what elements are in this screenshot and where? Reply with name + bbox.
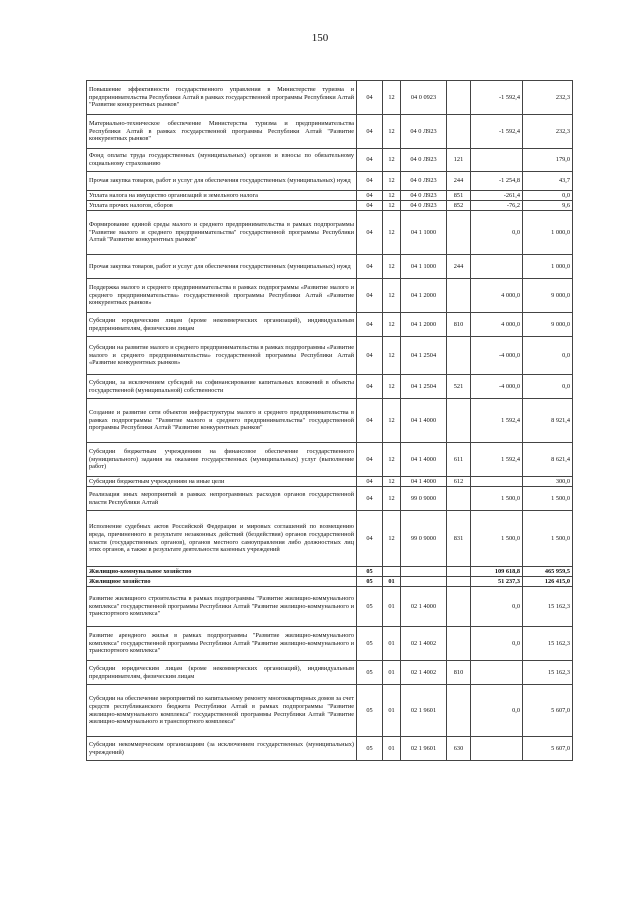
table-row xyxy=(87,255,573,279)
total-amount: 15 162,3 xyxy=(523,587,573,627)
row-name: Субсидии, за исключением субсидий на софинансирование капитальных вложений в объекты государственной (муниципальной) собственности xyxy=(87,375,357,399)
change-amount: 0,0 xyxy=(471,211,523,255)
table-row xyxy=(87,443,573,477)
section-code: 04 xyxy=(357,487,383,511)
section-code: 05 xyxy=(357,685,383,737)
change-amount: -1 592,4 xyxy=(471,81,523,115)
expense-type-code: 831 xyxy=(447,511,471,567)
total-amount: 5 607,0 xyxy=(523,737,573,761)
expense-type-code xyxy=(447,211,471,255)
total-amount: 15 162,3 xyxy=(523,661,573,685)
change-amount: 1 592,4 xyxy=(471,399,523,443)
change-amount xyxy=(471,477,523,487)
change-amount xyxy=(471,661,523,685)
subsection-code: 12 xyxy=(383,81,401,115)
subsection-code: 12 xyxy=(383,511,401,567)
target-article-code xyxy=(401,577,447,587)
section-code: 04 xyxy=(357,81,383,115)
row-name: Жилищное хозяйство xyxy=(87,577,357,587)
table-row xyxy=(87,577,573,587)
change-amount xyxy=(471,255,523,279)
target-article-code: 02 1 4002 xyxy=(401,627,447,661)
target-article-code: 04 1 4000 xyxy=(401,477,447,487)
subsection-code: 12 xyxy=(383,201,401,211)
total-amount: 5 607,0 xyxy=(523,685,573,737)
table-row xyxy=(87,627,573,661)
table-row xyxy=(87,191,573,201)
section-code: 04 xyxy=(357,172,383,191)
expense-type-code xyxy=(447,399,471,443)
table-row xyxy=(87,201,573,211)
row-name: Уплата налога на имущество организаций и земельного налога xyxy=(87,191,357,201)
table-row xyxy=(87,172,573,191)
table-row xyxy=(87,477,573,487)
target-article-code: 02 1 4002 xyxy=(401,661,447,685)
table-row xyxy=(87,375,573,399)
subsection-code: 01 xyxy=(383,627,401,661)
target-article-code: 04 0 0923 xyxy=(401,81,447,115)
target-article-code: 04 1 4000 xyxy=(401,399,447,443)
section-code: 04 xyxy=(357,211,383,255)
expense-type-code: 851 xyxy=(447,191,471,201)
section-code: 05 xyxy=(357,567,383,577)
target-article-code: 02 1 4000 xyxy=(401,587,447,627)
total-amount: 232,3 xyxy=(523,81,573,115)
total-amount: 1 500,0 xyxy=(523,487,573,511)
total-amount: 43,7 xyxy=(523,172,573,191)
change-amount: 51 237,3 xyxy=(471,577,523,587)
table-row xyxy=(87,337,573,375)
budget-table xyxy=(86,80,573,761)
subsection-code: 12 xyxy=(383,487,401,511)
target-article-code xyxy=(401,567,447,577)
total-amount: 9 000,0 xyxy=(523,313,573,337)
section-code: 04 xyxy=(357,337,383,375)
row-name: Субсидии юридическим лицам (кроме некоммерческих организаций), индивидуальным предпринимателям, физическим лицам xyxy=(87,313,357,337)
section-code: 04 xyxy=(357,477,383,487)
row-name: Развитие арендного жилья в рамках подпрограммы "Развитие жилищно-коммунального комплекса" государственной программы Республики Алтай "Развитие жилищно-коммунального и транспортного комплекса" xyxy=(87,627,357,661)
target-article-code: 04 0 Л923 xyxy=(401,115,447,149)
expense-type-code xyxy=(447,587,471,627)
table-row xyxy=(87,115,573,149)
row-name: Формирование единой среды малого и среднего предпринимательства в рамках подпрограммы "Развитие малого и среднего предпринимательства" государственной программы Республики Алтай "Развитие конкурентных рынков" xyxy=(87,211,357,255)
total-amount: 300,0 xyxy=(523,477,573,487)
target-article-code: 04 1 2504 xyxy=(401,375,447,399)
row-name: Субсидии бюджетным учреждениям на иные цели xyxy=(87,477,357,487)
subsection-code: 12 xyxy=(383,279,401,313)
expense-type-code xyxy=(447,337,471,375)
expense-type-code: 810 xyxy=(447,661,471,685)
total-amount: 15 162,3 xyxy=(523,627,573,661)
change-amount: 4 000,0 xyxy=(471,313,523,337)
total-amount: 126 415,0 xyxy=(523,577,573,587)
table-row xyxy=(87,511,573,567)
subsection-code: 12 xyxy=(383,172,401,191)
target-article-code: 04 0 Л923 xyxy=(401,172,447,191)
subsection-code: 12 xyxy=(383,443,401,477)
change-amount: 1 592,4 xyxy=(471,443,523,477)
section-code: 05 xyxy=(357,627,383,661)
row-name: Поддержка малого и среднего предпринимательства в рамках подпрограммы «Развитие малого и среднего предпринимательства» государственной программы Республики Алтай «Развитие конкурентных рынков» xyxy=(87,279,357,313)
target-article-code: 04 1 1000 xyxy=(401,211,447,255)
target-article-code: 04 0 Л923 xyxy=(401,191,447,201)
row-name: Повышение эффективности государственного управления в Министерстве туризма и предпринимательства Республики Алтай в рамках государственной программы Республики Алтай "Развитие конкурентных рынков" xyxy=(87,81,357,115)
target-article-code: 04 0 Л923 xyxy=(401,201,447,211)
row-name: Прочая закупка товаров, работ и услуг для обеспечения государственных (муниципальных) нужд xyxy=(87,255,357,279)
table-row xyxy=(87,661,573,685)
expense-type-code: 121 xyxy=(447,149,471,172)
subsection-code: 12 xyxy=(383,255,401,279)
change-amount: 0,0 xyxy=(471,587,523,627)
row-name: Уплата прочих налогов, сборов xyxy=(87,201,357,211)
expense-type-code xyxy=(447,115,471,149)
table-row xyxy=(87,81,573,115)
total-amount: 1 000,0 xyxy=(523,211,573,255)
subsection-code: 12 xyxy=(383,149,401,172)
total-amount: 465 959,5 xyxy=(523,567,573,577)
total-amount: 8 921,4 xyxy=(523,399,573,443)
total-amount: 0,0 xyxy=(523,337,573,375)
change-amount: -4 000,0 xyxy=(471,375,523,399)
expense-type-code: 612 xyxy=(447,477,471,487)
target-article-code: 04 1 2000 xyxy=(401,313,447,337)
section-code: 04 xyxy=(357,443,383,477)
table-row xyxy=(87,685,573,737)
subsection-code: 12 xyxy=(383,375,401,399)
subsection-code: 01 xyxy=(383,737,401,761)
subsection-code: 12 xyxy=(383,191,401,201)
row-name: Субсидии на обеспечение мероприятий по капитальному ремонту многоквартирных домов за счет средств республиканского бюджета Республики Алтай в рамках подпрограммы "Развитие жилищно-коммунального комплекса" государственной программы Республики Алтай "Развитие жилищно-коммунального и транспортного комплекса" xyxy=(87,685,357,737)
change-amount xyxy=(471,737,523,761)
change-amount: 4 000,0 xyxy=(471,279,523,313)
expense-type-code: 244 xyxy=(447,172,471,191)
subsection-code: 12 xyxy=(383,399,401,443)
row-name: Исполнение судебных актов Российской Федерации и мировых соглашений по возмещению вреда, причиненного в результате незаконных действий (бездействия) органов государственной власти (государственных органов), органов местного самоуправления либо должностных лиц этих органов, а также в результате деятельности казенных учреждений xyxy=(87,511,357,567)
target-article-code: 99 0 9000 xyxy=(401,511,447,567)
change-amount: 0,0 xyxy=(471,627,523,661)
total-amount: 9,6 xyxy=(523,201,573,211)
page-number: 150 xyxy=(311,32,329,44)
row-name: Материально-техническое обеспечение Министерства туризма и предпринимательства Республики Алтай в рамках государственной программы Республики Алтай "Развитие конкурентных рынков" xyxy=(87,115,357,149)
section-code: 04 xyxy=(357,375,383,399)
row-name: Субсидии на развитие малого и среднего предпринимательства в рамках подпрограммы «Развитие малого и среднего предпринимательства» государственной программы Республики Алтай «Развитие конкурентных рынков» xyxy=(87,337,357,375)
expense-type-code xyxy=(447,567,471,577)
change-amount: -1 592,4 xyxy=(471,115,523,149)
row-name: Жилищно-коммунальное хозяйство xyxy=(87,567,357,577)
change-amount: -76,2 xyxy=(471,201,523,211)
total-amount: 232,3 xyxy=(523,115,573,149)
section-code: 04 xyxy=(357,255,383,279)
subsection-code: 12 xyxy=(383,313,401,337)
table-row xyxy=(87,313,573,337)
change-amount: -261,4 xyxy=(471,191,523,201)
section-code: 05 xyxy=(357,587,383,627)
total-amount: 8 621,4 xyxy=(523,443,573,477)
table-row xyxy=(87,487,573,511)
section-code: 04 xyxy=(357,149,383,172)
table-row xyxy=(87,211,573,255)
section-code: 04 xyxy=(357,511,383,567)
subsection-code: 01 xyxy=(383,685,401,737)
table-row xyxy=(87,567,573,577)
subsection-code xyxy=(383,567,401,577)
total-amount: 1 500,0 xyxy=(523,511,573,567)
table-row xyxy=(87,399,573,443)
row-name: Субсидии бюджетным учреждениям на финансовое обеспечение государственного (муниципального) задания на оказание государственных (муниципальных) услуг (выполнение работ) xyxy=(87,443,357,477)
row-name: Реализация иных мероприятий в рамках непрограммных расходов органов государственной власти Республики Алтай xyxy=(87,487,357,511)
target-article-code: 04 1 2000 xyxy=(401,279,447,313)
row-name: Прочая закупка товаров, работ и услуг для обеспечения государственных (муниципальных) нужд xyxy=(87,172,357,191)
total-amount: 1 000,0 xyxy=(523,255,573,279)
section-code: 04 xyxy=(357,399,383,443)
subsection-code: 01 xyxy=(383,661,401,685)
target-article-code: 04 1 1000 xyxy=(401,255,447,279)
change-amount xyxy=(471,149,523,172)
target-article-code: 04 0 Л923 xyxy=(401,149,447,172)
row-name: Фонд оплаты труда государственных (муниципальных) органов и взносы по обязательному социальному страхованию xyxy=(87,149,357,172)
section-code: 04 xyxy=(357,313,383,337)
total-amount: 0,0 xyxy=(523,375,573,399)
expense-type-code xyxy=(447,81,471,115)
total-amount: 0,0 xyxy=(523,191,573,201)
target-article-code: 02 1 9601 xyxy=(401,685,447,737)
expense-type-code xyxy=(447,685,471,737)
row-name: Субсидии некоммерческим организациям (за исключением государственных (муниципальных) учреждений) xyxy=(87,737,357,761)
section-code: 05 xyxy=(357,577,383,587)
row-name: Создание и развитие сети объектов инфраструктуры малого и среднего предпринимательства в рамках подпрограммы "Развитие малого и среднего предпринимательства" государственной программы Республики Алтай "Развитие конкурентных рынков" xyxy=(87,399,357,443)
row-name: Развитие жилищного строительства в рамках подпрограммы "Развитие жилищно-коммунального комплекса" государственной программы Республики Алтай "Развитие жилищно-коммунального и транспортного комплекса" xyxy=(87,587,357,627)
expense-type-code: 852 xyxy=(447,201,471,211)
table-row xyxy=(87,737,573,761)
table-row xyxy=(87,587,573,627)
target-article-code: 99 0 9000 xyxy=(401,487,447,511)
subsection-code: 01 xyxy=(383,577,401,587)
section-code: 04 xyxy=(357,201,383,211)
section-code: 05 xyxy=(357,661,383,685)
table-row xyxy=(87,149,573,172)
expense-type-code xyxy=(447,577,471,587)
subsection-code: 01 xyxy=(383,587,401,627)
change-amount: -4 000,0 xyxy=(471,337,523,375)
target-article-code: 04 1 4000 xyxy=(401,443,447,477)
row-name: Субсидии юридическим лицам (кроме некоммерческих организаций), индивидуальным предпринимателям, физическим лицам xyxy=(87,661,357,685)
subsection-code: 12 xyxy=(383,115,401,149)
change-amount: 109 618,8 xyxy=(471,567,523,577)
expense-type-code: 611 xyxy=(447,443,471,477)
change-amount: -1 254,8 xyxy=(471,172,523,191)
expense-type-code xyxy=(447,487,471,511)
change-amount: 0,0 xyxy=(471,685,523,737)
total-amount: 179,0 xyxy=(523,149,573,172)
expense-type-code xyxy=(447,627,471,661)
expense-type-code xyxy=(447,279,471,313)
subsection-code: 12 xyxy=(383,211,401,255)
section-code: 04 xyxy=(357,115,383,149)
table-row xyxy=(87,279,573,313)
target-article-code: 04 1 2504 xyxy=(401,337,447,375)
change-amount: 1 500,0 xyxy=(471,487,523,511)
expense-type-code: 630 xyxy=(447,737,471,761)
expense-type-code: 810 xyxy=(447,313,471,337)
expense-type-code: 244 xyxy=(447,255,471,279)
expense-type-code: 521 xyxy=(447,375,471,399)
change-amount: 1 500,0 xyxy=(471,511,523,567)
total-amount: 9 000,0 xyxy=(523,279,573,313)
section-code: 04 xyxy=(357,191,383,201)
section-code: 05 xyxy=(357,737,383,761)
target-article-code: 02 1 9601 xyxy=(401,737,447,761)
subsection-code: 12 xyxy=(383,477,401,487)
subsection-code: 12 xyxy=(383,337,401,375)
section-code: 04 xyxy=(357,279,383,313)
